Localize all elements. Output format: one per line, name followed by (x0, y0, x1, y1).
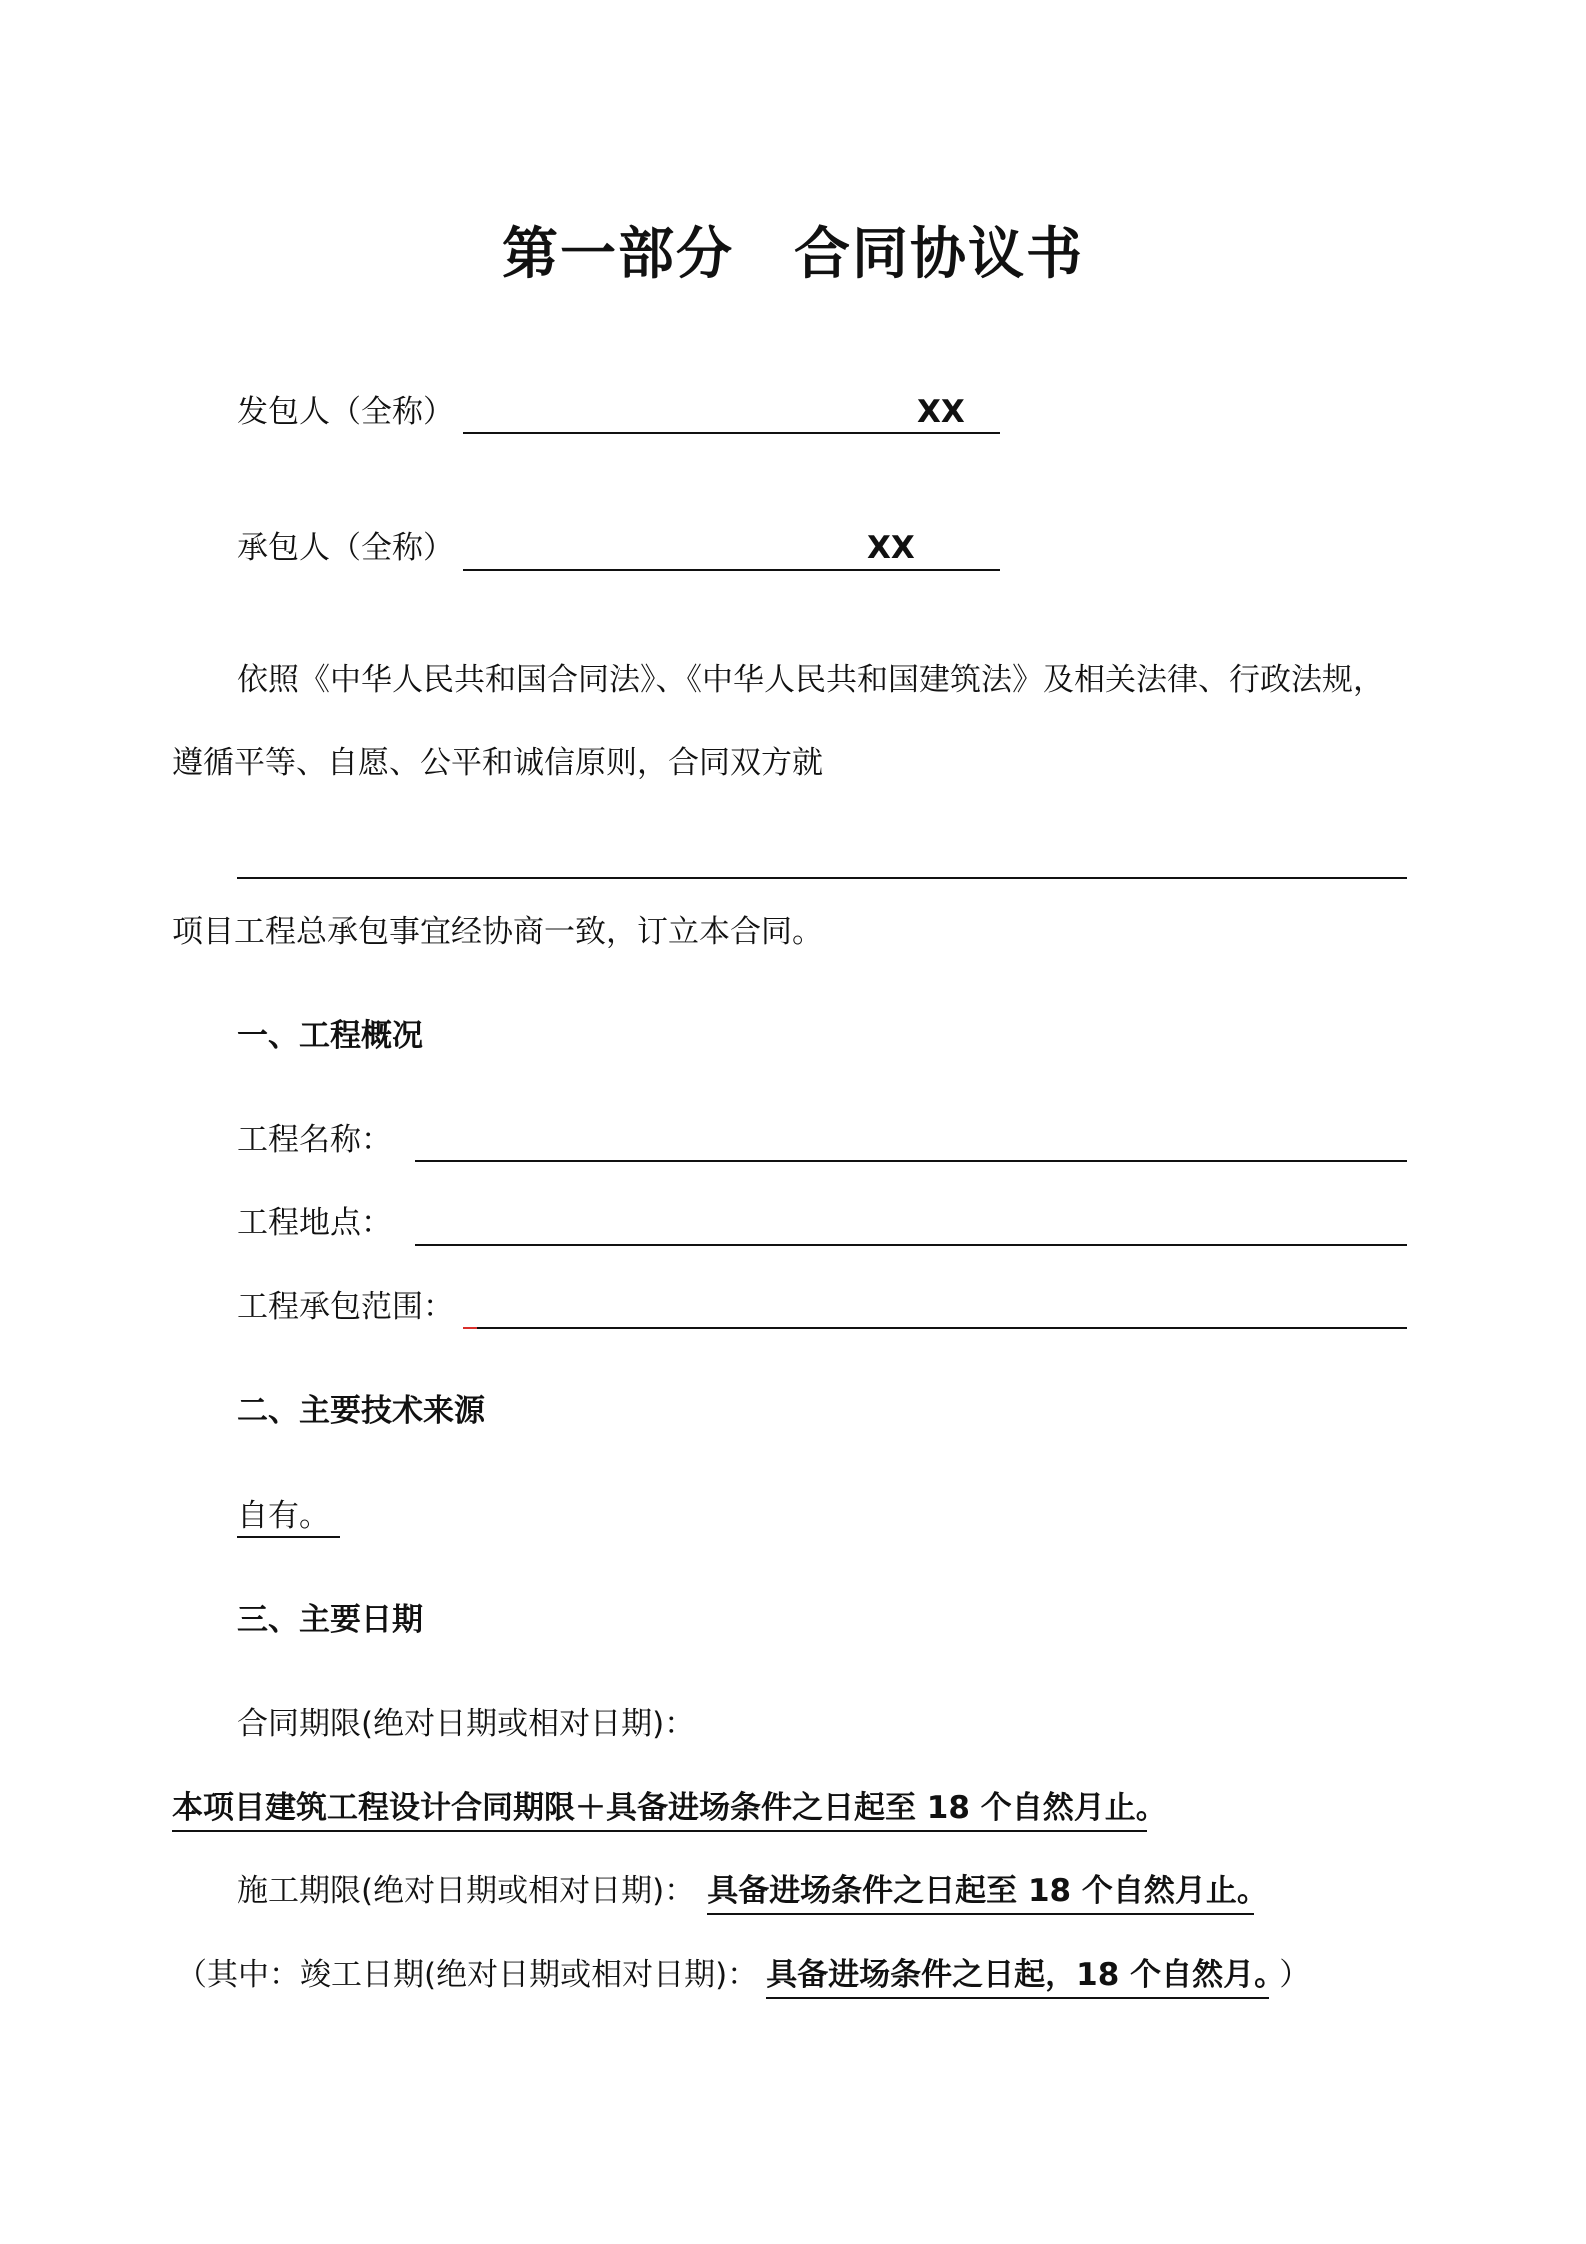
construction-term-value: 具备进场条件之日起至 18 个自然月止。 (707, 1871, 1254, 1915)
completion-date-close: ） (1279, 1957, 1311, 1993)
spell-check-mark (463, 1327, 477, 1329)
contractor-label: 承包人（全称） (237, 530, 454, 566)
intro-line-3: 项目工程总承包事宜经协商一致，订立本合同。 (172, 914, 823, 950)
employer-label: 发包人（全称） (237, 394, 454, 430)
tech-source-value (237, 1496, 340, 1536)
contractor-value: XX (867, 530, 915, 566)
contractor-underline (463, 569, 1000, 571)
field-project-name-label: 工程名称： (237, 1122, 392, 1158)
title-name: 合同协议书 (794, 222, 1084, 287)
field-scope-underline (463, 1327, 1407, 1329)
intro-line-2: 遵循平等、自愿、公平和诚信原则，合同双方就 (172, 745, 823, 781)
contract-term-text: 本项目建筑工程设计合同期限＋具备进场条件之日起至 18 个自然月止。 (172, 1790, 1167, 1826)
section-2-heading: 二、主要技术来源 (237, 1393, 485, 1429)
completion-date-label: （其中：竣工日期(绝对日期或相对日期)： (176, 1957, 759, 1993)
contract-term-value (172, 1788, 1167, 1832)
employer-value: XX (917, 394, 965, 430)
completion-date (176, 1955, 1310, 1999)
contract-term-label: 合同期限(绝对日期或相对日期)： (237, 1706, 696, 1742)
employer-underline (463, 432, 1000, 434)
construction-term (237, 1871, 1268, 1915)
field-scope-label: 工程承包范围： (237, 1289, 454, 1325)
project-name-underline (237, 877, 1407, 879)
section-3-heading: 三、主要日期 (237, 1602, 423, 1638)
field-project-name-underline (415, 1160, 1407, 1162)
title-part: 第一部分 (502, 222, 734, 287)
field-project-location-label: 工程地点： (237, 1205, 392, 1241)
intro-line-1: 依照《中华人民共和国合同法》、《中华人民共和国建筑法》及相关法律、行政法规， (237, 662, 1384, 698)
tech-source-text: 自有。 (237, 1498, 340, 1538)
page-title (0, 210, 1586, 290)
completion-date-value: 具备进场条件之日起，18 个自然月。 (766, 1955, 1269, 1999)
section-1-heading: 一、工程概况 (237, 1018, 423, 1054)
construction-term-label: 施工期限(绝对日期或相对日期)： (237, 1873, 696, 1909)
field-project-location-underline (415, 1244, 1407, 1246)
